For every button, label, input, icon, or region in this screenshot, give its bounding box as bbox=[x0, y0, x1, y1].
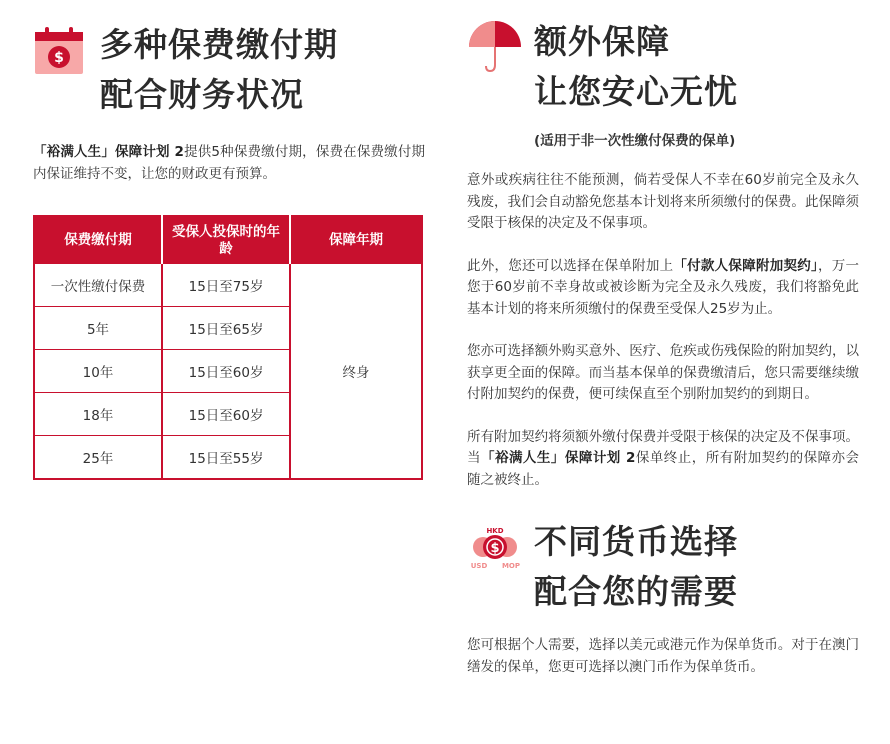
termination-text-b: 保单终止，所有附加契约的保障亦会随之被终止。 bbox=[467, 450, 860, 488]
currency-coins-icon bbox=[467, 527, 523, 575]
termination-text-a: 所有附加契约将须额外缴付保费并受限于核保的决定及不保事项。当 bbox=[467, 428, 859, 466]
plan-name: 「裕满人生」保障计划 2 bbox=[33, 144, 184, 160]
payment-terms-heading bbox=[33, 20, 425, 120]
cell-payment-term: 10年 bbox=[34, 350, 162, 393]
table-header-row bbox=[34, 216, 422, 264]
currency-label-usd: USD bbox=[470, 562, 488, 570]
heading-line-2: 配合您的需要 bbox=[534, 572, 738, 611]
cell-entry-age: 15日至60岁 bbox=[162, 350, 290, 393]
svg-text:$: $ bbox=[54, 50, 64, 66]
payor-text-b: ，万一您于60岁前不幸身故或被诊断为完全及永久残废，我们将豁免此基本计划的将来所须缴付的保费至受保人25岁为止。 bbox=[467, 257, 860, 317]
table-row bbox=[34, 264, 422, 307]
riders-paragraph: 您亦可选择额外购买意外、医疗、危疾或伤残保险的附加契约，以获享更全面的保障。而当基本保单的保费缴清后，您只需要继续缴付附加契约的保费，便可续保直至个别附加契约的到期日。 bbox=[467, 343, 859, 402]
heading-line-1: 多种保费缴付期 bbox=[100, 25, 338, 64]
payor-benefit-paragraph bbox=[467, 256, 859, 321]
heading-line-2: 配合财务状况 bbox=[100, 75, 304, 114]
intro-text: 提供5种保费缴付期，保费在保费缴付期内保证维持不变，让您的财政更有预算。 bbox=[33, 144, 425, 182]
payment-term-table bbox=[33, 215, 423, 480]
calendar-dollar-icon bbox=[33, 26, 85, 80]
cell-payment-term: 18年 bbox=[34, 393, 162, 436]
cell-entry-age: 15日至65岁 bbox=[162, 307, 290, 350]
header-coverage-term: 保障年期 bbox=[290, 216, 422, 264]
currency-heading bbox=[467, 517, 859, 617]
cell-coverage-term: 终身 bbox=[342, 365, 370, 381]
heading-line-1: 额外保障 bbox=[534, 22, 670, 61]
cell-payment-term: 25年 bbox=[34, 436, 162, 480]
payor-text-a: 此外，您还可以选择在保单附加上 bbox=[467, 257, 674, 274]
currency-label-hkd: HKD bbox=[486, 527, 504, 535]
cell-payment-term: 5年 bbox=[34, 307, 162, 350]
heading-line-2: 让您安心无忧 bbox=[534, 72, 738, 111]
heading-line-1: 不同货币选择 bbox=[534, 522, 738, 561]
rider-termination-paragraph bbox=[467, 427, 859, 492]
umbrella-icon bbox=[467, 19, 523, 77]
svg-text:$: $ bbox=[490, 541, 500, 556]
header-payment-term: 保费缴付期 bbox=[34, 216, 162, 264]
applicability-note: (适用于非一次性缴付保费的保单) bbox=[534, 133, 736, 149]
payor-rider-name: 「付款人保障附加契约」 bbox=[673, 257, 818, 274]
cell-entry-age: 15日至75岁 bbox=[162, 264, 290, 307]
right-column bbox=[467, 0, 859, 678]
left-column bbox=[33, 0, 425, 480]
cell-entry-age: 15日至55岁 bbox=[162, 436, 290, 480]
intro-paragraph bbox=[33, 142, 425, 185]
header-entry-age: 受保人投保时的年龄 bbox=[162, 216, 290, 264]
extra-protection-heading bbox=[467, 17, 859, 149]
cell-payment-term: 一次性缴付保费 bbox=[34, 264, 162, 307]
plan-name: 「裕满人生」保障计划 2 bbox=[480, 450, 636, 466]
waiver-paragraph: 意外或疾病往往不能预测，倘若受保人不幸在60岁前完全及永久残废，我们会自动豁免您基本计划将来所须缴付的保费。此保障须受限于核保的决定及不保事项。 bbox=[467, 172, 859, 231]
currency-paragraph: 您可根据个人需要，选择以美元或港元作为保单货币。对于在澳门缮发的保单，您更可选择以澳门币作为保单货币。 bbox=[467, 637, 859, 675]
cell-entry-age: 15日至60岁 bbox=[162, 393, 290, 436]
currency-label-mop: MOP bbox=[501, 562, 521, 570]
